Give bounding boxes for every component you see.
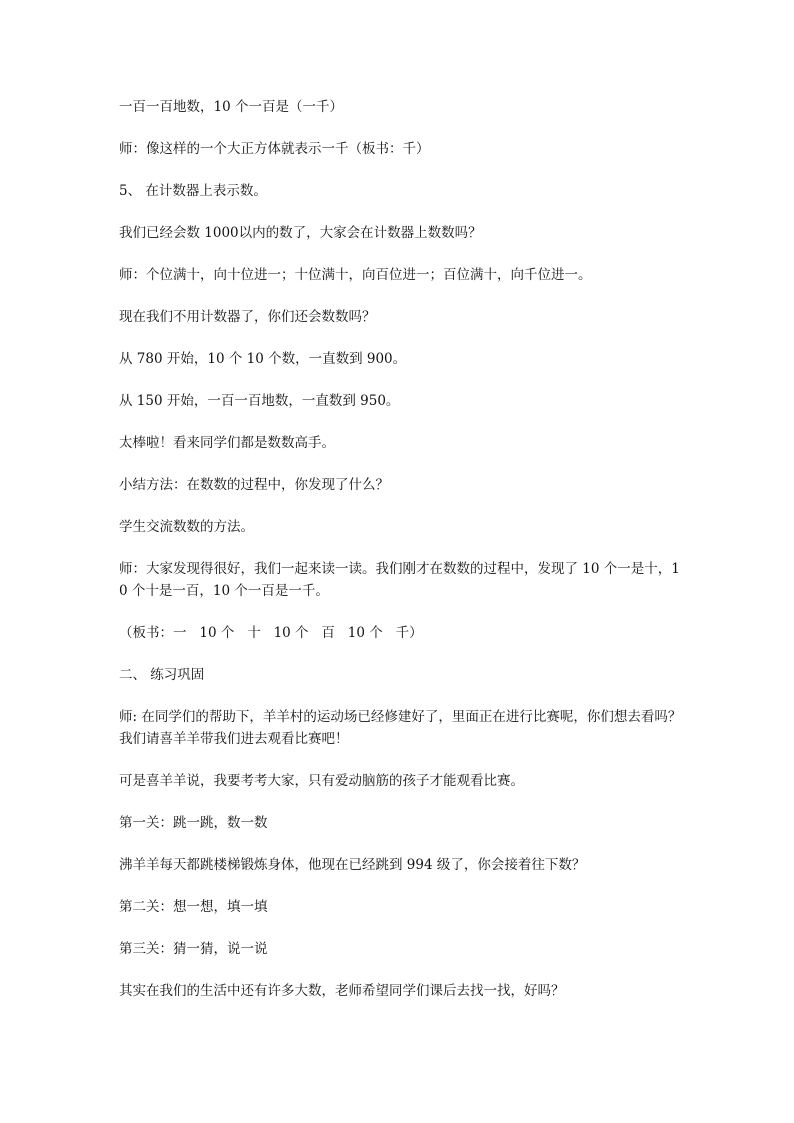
- paragraph-18: 沸羊羊每天都跳楼梯锻炼身体，他现在已经跳到 994 级了，你会接着往下数？: [119, 857, 586, 873]
- level-3-title: 第三关：猜一猜，说一说: [119, 941, 268, 957]
- paragraph-12: 师：大家发现得很好，我们一起来读一读。我们刚才在数数的过程中，发现了 10 个一是十，10 个十是一百，10 个一百是一千。: [119, 561, 680, 599]
- paragraph-9: 太棒啦！看来同学们都是数数高手。: [119, 435, 335, 451]
- paragraph-11: 学生交流数数的方法。: [119, 519, 254, 535]
- paragraph-10: 小结方法：在数数的过程中，你发现了什么？: [119, 477, 389, 493]
- paragraph-16: 可是喜羊羊说，我要考考大家，只有爱动脑筋的孩子才能观看比赛。: [119, 773, 524, 789]
- document-body: [119, 96, 685, 1022]
- section-heading-practice: 二、 练习巩固: [119, 667, 205, 683]
- paragraph-21: 其实在我们的生活中还有许多大数，老师希望同学们课后去找一找，好吗？: [119, 983, 565, 999]
- level-2-title: 第二关：想一想，填一填: [119, 899, 268, 915]
- paragraph-1: 一百一百地数，10 个一百是（一千）: [119, 99, 343, 115]
- paragraph-6: 现在我们不用计数器了，你们还会数数吗？: [119, 309, 376, 325]
- paragraph-15: 师: 在同学们的帮助下，羊羊村的运动场已经修建好了，里面正在进行比赛呢，你们想去看吗？我们请喜羊羊带我们进去观看比赛吧！: [119, 709, 682, 747]
- paragraph-4: 我们已经会数 1000以内的数了，大家会在计数器上数数吗？: [119, 225, 482, 241]
- paragraph-5: 师：个位满十，向十位进一；十位满十，向百位进一；百位满十，向千位进一。: [119, 267, 592, 283]
- paragraph-2: 师：像这样的一个大正方体就表示一千（板书：千）: [119, 141, 430, 157]
- paragraph-8: 从 150 开始，一百一百地数，一直数到 950。: [119, 393, 400, 409]
- level-1-title: 第一关：跳一跳，数一数: [119, 815, 268, 831]
- paragraph-7: 从 780 开始，10 个 10 个数，一直数到 900。: [119, 351, 407, 367]
- blackboard-note: （板书：一 10 个 十 10 个 百 10 个 千）: [119, 625, 423, 641]
- section-heading-5: 5、 在计数器上表示数。: [119, 183, 267, 199]
